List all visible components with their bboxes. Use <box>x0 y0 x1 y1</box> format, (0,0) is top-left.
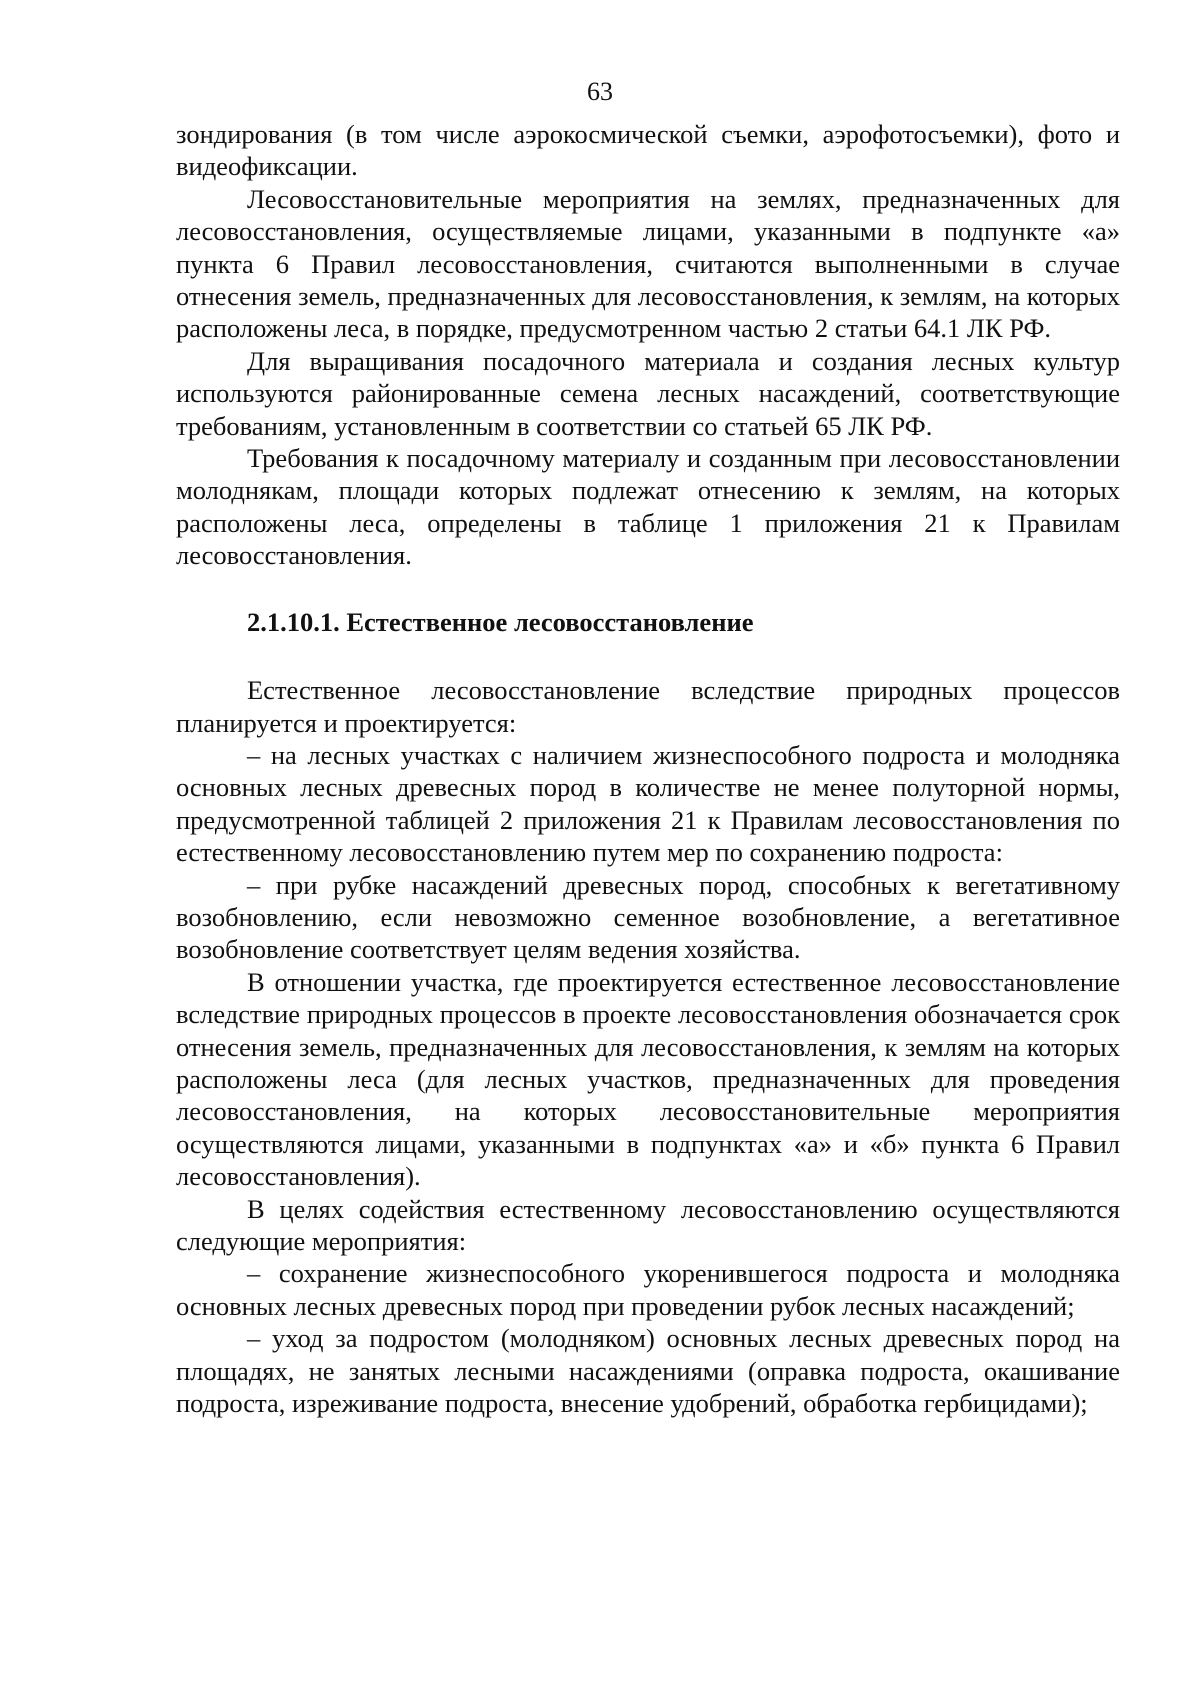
list-item: – уход за подростом (молодняком) основных лесных древесных пород на площадях, не занятых лесными насаждениями (оправка подроста, окашивание подроста, изреживание подроста, внесение удобрений, обработка гербицидами); <box>176 1323 1120 1419</box>
paragraph: В отношении участка, где проектируется естественное лесовосстановление вследствие природных процессов в проекте лесовосстановления обозначается срок отнесения земель, предназначенных для лесовосстановления, к землям на которых расположены леса (для лесных участков, предназначенных для проведения лесовосстановления, на которых лесовосстановительные мероприятия осуществляются лицами, указанными в подпунктах «а» и «б» пункта 6 Правил лесовосстановления). <box>176 966 1120 1192</box>
page-content <box>176 118 1120 1419</box>
list-item: – сохранение жизнеспособного укоренившегося подроста и молодняка основных лесных древесных пород при проведении рубок лесных насаждений; <box>176 1258 1120 1321</box>
section-heading: 2.1.10.1. Естественное лесовосстановление <box>247 606 754 637</box>
list-item: – на лесных участках с наличием жизнеспособного подроста и молодняка основных лесных древесных пород в количестве не менее полуторной нормы, предусмотренной таблицей 2 приложения 21 к Правилам лесовосстановления по естественному лесовосстановлению путем мер по сохранению подроста: <box>176 739 1120 868</box>
paragraph: Лесовосстановительные мероприятия на землях, предназначенных для лесовосстановления, осуществляемые лицами, указанными в подпункте «а» пункта 6 Правил лесовосстановления, считаются выполненными в случае отнесения земель, предназначенных для лесовосстановления, к землям, на которых расположены леса, в порядке, предусмотренном частью 2 статьи 64.1 ЛК РФ. <box>176 183 1120 344</box>
list-item: – при рубке насаждений древесных пород, способных к вегетативному возобновлению, если невозможно семенное возобновление, а вегетативное возобновление соответствует целям ведения хозяйства. <box>176 869 1120 965</box>
page-number: 63 <box>587 77 613 106</box>
paragraph: Для выращивания посадочного материала и создания лесных культур используются районированные семена лесных насаждений, соответствующие требованиям, установленным в соответствии со статьей 65 ЛК РФ. <box>176 345 1120 441</box>
paragraph: Естественное лесовосстановление вследствие природных процессов планируется и проектируется: <box>176 675 1120 738</box>
paragraph: Требования к посадочному материалу и созданным при лесовосстановлении молоднякам, площади которых подлежат отнесению к землям, на которых расположены леса, определены в таблице 1 приложения 21 к Правилам лесовосстановления. <box>176 443 1120 571</box>
paragraph-continuation: зондирования (в том числе аэрокосмической съемки, аэрофотосъемки), фото и видеофиксации. <box>176 119 1120 182</box>
paragraph: В целях содействия естественному лесовосстановлению осуществляются следующие мероприятия: <box>176 1193 1120 1256</box>
